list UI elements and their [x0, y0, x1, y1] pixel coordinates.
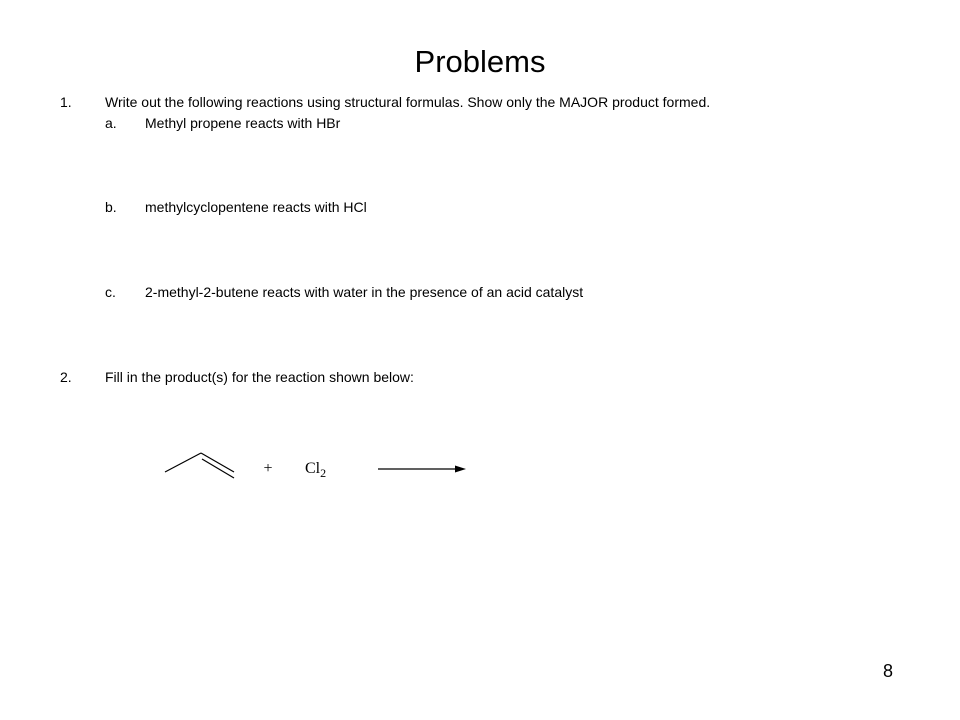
problem-1-text: Write out the following reactions using structural formulas. Show only the MAJOR product formed.	[105, 94, 711, 110]
problem-1-number: 1.	[60, 94, 72, 110]
chlorine-reagent	[305, 460, 326, 480]
reaction-drawing	[150, 440, 490, 500]
problem-2-number: 2.	[60, 369, 72, 385]
propene-structure	[165, 453, 234, 478]
part-c-letter: c.	[105, 284, 116, 300]
chlorine-subscript: 2	[320, 466, 327, 480]
part-a-text: Methyl propene reacts with HBr	[145, 115, 341, 131]
reaction-scheme	[150, 440, 490, 500]
part-b-letter: b.	[105, 199, 117, 215]
page-title: Problems	[414, 44, 546, 79]
plus-sign: +	[263, 460, 273, 477]
reaction-arrow	[378, 466, 466, 473]
chlorine-symbol: Cl	[305, 460, 321, 477]
part-b-text: methylcyclopentene reacts with HCl	[145, 199, 367, 215]
page-number: 8	[883, 661, 894, 681]
part-a-letter: a.	[105, 115, 117, 131]
problem-2-text: Fill in the product(s) for the reaction shown below:	[105, 369, 414, 385]
part-c-text: 2-methyl-2-butene reacts with water in the presence of an acid catalyst	[145, 284, 584, 300]
